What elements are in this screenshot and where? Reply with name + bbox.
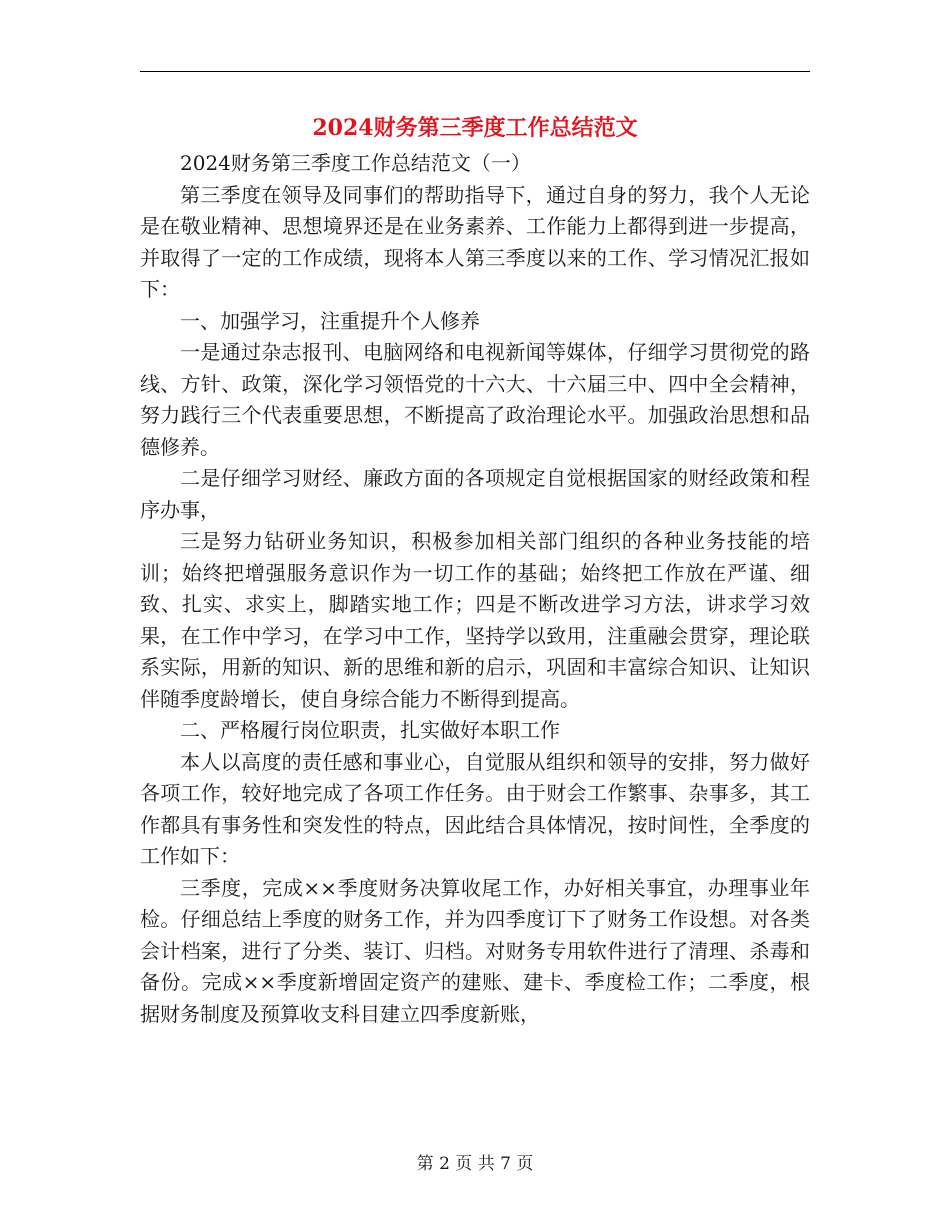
document-title: 2024财务第三季度工作总结范文 (312, 115, 638, 141)
page-number: 第 2 页 共 7 页 (416, 1154, 534, 1174)
paragraph: 二是仔细学习财经、廉政方面的各项规定自觉根据国家的财经政策和程序办事， (140, 466, 810, 522)
paragraph: 三季度，完成××季度财务决算收尾工作，办好相关事宜，办理事业年检。仔细总结上季度的财务工作，并为四季度订下了财务工作设想。对各类会计档案，进行了分类、装订、归档。对财务专用软件进行了清理、杀毒和备份。完成××季度新增固定资产的建账、建卡、季度检工作；二季度，根据财务制度及预算收支科目建立四季度新账， (140, 875, 810, 1026)
intro-paragraph: 第三季度在领导及同事们的帮助指导下，通过自身的努力，我个人无论是在敬业精神、思想境界还是在业务素养、工作能力上都得到进一步提高，并取得了一定的工作成绩，现将本人第三季度以来的工作、学习情况汇报如下： (140, 182, 810, 301)
section-subtitle: 2024财务第三季度工作总结范文（一） (180, 151, 531, 175)
document-body (140, 148, 810, 1030)
paragraph: 一是通过杂志报刊、电脑网络和电视新闻等媒体，仔细学习贯彻党的路线、方针、政策，深化学习领悟党的十六大、十六届三中、四中全会精神，努力践行三个代表重要思想，不断提高了政治理论水平。加强政治思想和品德修养。 (140, 340, 810, 459)
header-rule (140, 71, 810, 72)
section-heading-2: 二、严格履行岗位职责，扎实做好本职工作 (180, 718, 560, 742)
paragraph: 本人以高度的责任感和事业心，自觉服从组织和领导的安排，努力做好各项工作，较好地完成了各项工作任务。由于财会工作繁事、杂事多，其工作都具有事务性和突发性的特点，因此结合具体情况，按时间性，全季度的工作如下： (140, 749, 810, 868)
paragraph: 三是努力钻研业务知识，积极参加相关部门组织的各种业务技能的培训；始终把增强服务意识作为一切工作的基础；始终把工作放在严谨、细致、扎实、求实上，脚踏实地工作；四是不断改进学习方法，讲求学习效果，在工作中学习，在学习中工作，坚持学以致用，注重融会贯穿，理论联系实际，用新的知识、新的思维和新的启示，巩固和丰富综合知识、让知识伴随季度龄增长，使自身综合能力不断得到提高。 (140, 529, 810, 711)
section-heading-1: 一、加强学习，注重提升个人修养 (180, 308, 480, 333)
